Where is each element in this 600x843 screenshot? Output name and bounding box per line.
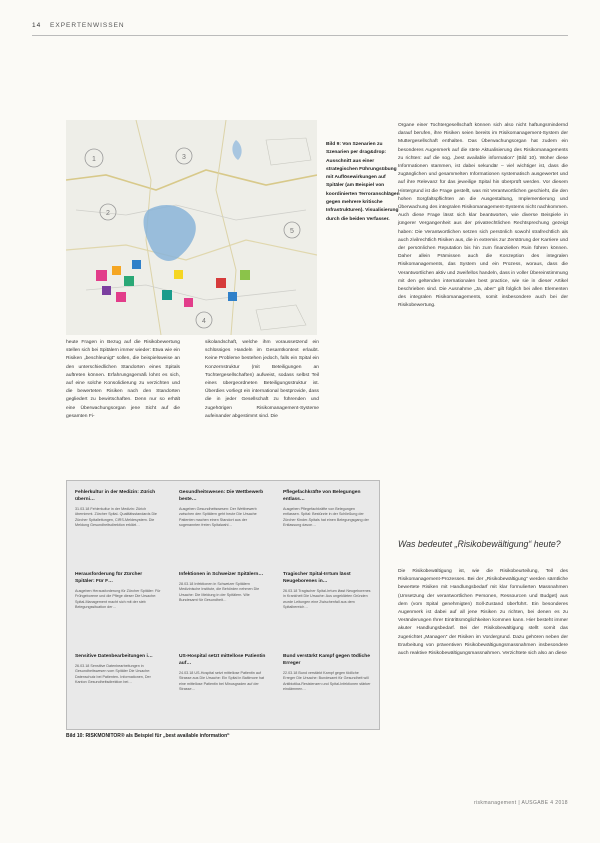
news-card-body: 26.03.18 Sensitive Datenbearbeitungen in Gesundheitswesen vom Spitäler Die Ursache: Datenschutz bei Patienten- Informationen, Der Kanton Gesundheitsdirektion bei… [75,664,151,685]
figure10-caption: Bild 10: RISKMONITOR® als Beispiel für „best available information“ [66,733,230,739]
body-column-3: Organe einer Tochtergesellschaft können sich also nicht haftungsmindernd darauf berufen, ihre Risiken seien bereits im Risikomanagement-System der Muttergesellschaft enthalten. Das Überwachungsorgan hat zudem ein besonderes Augenmerk auf die stete Aktualisierung des Risikomanagements zu richten: auf die sog. „best available information“ (Bild 10). Woher diese Informationen stammen, ist dabei sekundär – viel wichtiger ist, dass die zugänglichen und gesammelten Informationen systematisch ausgewertet und auf ihre Relevanz für das jeweilige Spital hin überprüft werden. Vor diesem Hintergrund ist die Frage gestellt, was mit Verantwortlichen geschieht, die den hohen Sorgfaltspflichten an die Ausgestaltung, Implementierung und Überwachung des integralen Risikomanagement-Systems nicht nachkommen. Auch diese Frage lässt sich klar beantworten, wie diverse Beispiele in jüngerer Vergangenheit aus der privatrechtlichen Rechtsprechung gezeigt haben: Die Verantwortlichen setzen sich persönlich sowohl strafrechtlich als auch zivilrechtlich Risiken aus, die in extremis zur Zerstörung der Karriere und der persönlichen Reputation bis hin zum finanziellen Ruin führen können. Daher allein Prämissen auch die Konzeption des integralen Risikomanagements, das System und ein Prozess, woraus, dass die Verantwortlichen aktiv und zweifellos handeln, dass in voller Übereinstimmung mit den geltenden internationalen best practice, wie sie in dieser Artikel beschrieben sind. Die Ausnahme „Ja, aber“ gilt folglich bei allen Elementen des integralen Risikomanagements, somit insbesondere auch bei der Risikobewertung. [398,123,568,309]
map-marker-3: 3 [182,154,186,161]
riskmonitor-screenshot [66,480,380,730]
news-card[interactable] [75,489,163,557]
news-card[interactable] [179,653,267,721]
news-card-title: US-Hospital setzt mittellose Patientin auf… [179,654,266,666]
news-card[interactable] [283,653,371,721]
figure9-caption: Bild 9: Von Szenarien zu Szenarien per drag&drop: Ausschnitt aus einer strategischen Führungsübung mit Auflösewirkungen auf Spitäler (am Beispiel von koordinierten Terroranschlägen gegen mehrere kritische Infrastrukturen). Visualisierung durch die beiden Verfasser. [326,142,400,222]
news-card-title: Bund verstärkt Kampf gegen tödliche Erreger [283,654,370,666]
news-card-title: Infektionen in Schweizer Spitälern… [179,572,264,577]
scenario-map [66,120,317,335]
news-card-body: Ausgeben Pflegefachkräfte von Belegungen entlassen. Spital: Bestürzte in der Schließung der Zürcher Kinder-Spitals hat einen Belegungsgang der Entlassung davon… [283,507,369,528]
news-card-title: Gesundheitswesen: Die Wettbewerb beste… [179,490,264,502]
header-rule [32,35,568,36]
map-marker-1: 1 [92,156,96,163]
news-card-title: Pflegefachkräfte von Belegungen entlass… [283,490,361,502]
news-card-title: Tragischer Spital-Irrtum lässt Neugeborenes in… [283,572,351,584]
map-marker-2: 2 [106,210,110,217]
footer-separator: | [518,800,522,806]
map-marker-4: 4 [202,318,206,325]
subheading: Was bedeutet „Risikobewältigung“ heute? [398,539,561,549]
page-number: 14 [32,22,42,29]
page-header [32,22,125,29]
news-card-title: Sensitive Datenbearbeitungen i… [75,654,153,659]
body-column-2: sikolandschaft, welche ihm voraussetzend ein schlüssiges Handeln im Gesamtkontext erlaubt. Keine Probleme bestehen jedoch, falls ein Spital ein Konzernstruktur (mit Beteiligungen an Tochtergesellschaften) aufweist, sodass selbst Teil eines übergeordneten Beteiligungsstruktur ist. Überdies vorliegt ein international bestprovide, dass die in jeder Gesellschaft zu führenden und zugehörigen Risikomanagement-Systeme aufeinander abgestimmt sind. Die [205,340,319,419]
page-footer [400,800,568,806]
news-card[interactable] [179,571,267,639]
map-marker-5: 5 [290,228,294,235]
news-card-title: Herausforderung für Zürcher Spitäler: Für F… [75,572,143,584]
map-graphic [66,120,317,335]
publication-name: riskmanagement [473,800,517,806]
issue-label: AUSGABE 4 2018 [521,800,568,806]
news-card[interactable] [75,653,163,721]
news-card-body: Ausgeben Gesundheitswesen: Der Wettbewerb zwischen den Spitälern geht heute Die Ursache Patienten machen einen Standort aus der sogenannten freien Spitalwahl… [179,507,257,528]
news-card-body: 22.03.18 Bund verstärkt Kampf gegen tödliche Erreger Die Ursache: Bundesamt für Gesundheit will Antibiotika-Resistenzen und Spital-Infektionen stärker eindämmen… [283,671,371,692]
news-card-body: 28.03.18 Infektionen in Schweizer Spitälern Medizinische Institute, die Behörden nehmen Die Ursache: Die Meldung in der Spitälern. Wie Bundesamt für Gesundheit… [179,582,260,603]
news-card[interactable] [75,571,163,639]
news-card[interactable] [283,489,371,557]
news-card-body: 24.03.18 US-Hospital setzt mittellose Patientin auf Strasse aus Die Ursache: Ein Spital in Baltimore hat eine mittellose Patientin bei Minusgraden auf der Strasse… [179,671,265,692]
news-card-body: 26.03.18 Tragischer Spital-Irrtum lässt Neugeborenes in Krankheit Die Ursache: Aus ungeklärten Gründen wurde Leitungen eine Zwischenfall aus dem Spitalbereich… [283,589,371,610]
section-title: EXPERTENWISSEN [50,22,125,29]
news-card-title: Fehlerkultur in der Medizin: Zürich überni… [75,490,156,502]
body-column-1: heute Fragen in Bezug auf die Risikobewertung stellen sich bei Spitälern immer wieder: Etwa wie ein Risiken „beschleunigt“ sollen, die beispielsweise an den unterschiedlichen Standorten eines Spitals auftreten können. Erfahrungsgemäß lohnt es sich, auf eine solche Konsolidierung zu verzichten und die bewerteten Risiken nach den Standorten gegliedert zu bewirtschaften. Denn nur so erhält eine Überwachungsorgan jene Sicht auf die gesamten Fi- [66,340,180,419]
news-card-body: 31.03.18 Fehlerkultur in der Medizin: Zürich übernimmt. Zürcher Spital- Qualitätsstandards Die Zürcher Spitalleitungen, CIRS-Meldesystem. Die Meldung Gesundheitsdirektion erklärt… [75,507,157,528]
body-column-3-continued: Die Risikobewältigung ist, wie die Risikobeurteilung, Teil des Risikomanagement-Prozesses. Bei der „Risikobewältigung“ werden sämtliche bewertete Risiken mit Handlungsbedarf mit klar formulierten Massnahmen (Umsetzung der verantwortlichen Personen, Ressourcen und Budget) aus dem (vom Spital genehmigten) Soll-Zustand überführt. Ein besonderes Augenmerk ist dabei auf all jene Risiken zu richten, bei denen es zu Veränderungen Ihrer Eintrittsmöglichkeiten kommen kann. Hier besteht immer akuter Handlungsbedarf. Bei der Risikobewältigung stellt somit das zugerichtet „Managen“ der Risiken im Vordergrund. Dazu gehören neben der Erarbeitung von präventiven Risikobewältigungsmassnahmen insbesondere auch reaktive Risikobewältigungsmassnahmen. Verzichtete sich also an diese [398,569,568,657]
news-card[interactable] [283,571,371,639]
news-card[interactable] [179,489,267,557]
news-card-body: Ausgeben Herausforderung für Zürcher Spitäler: Für Frühgeborene und die Pflege dieser Die Ursache: Spital-Management macht sich mit der sieb Belegungssituation der… [75,589,161,610]
